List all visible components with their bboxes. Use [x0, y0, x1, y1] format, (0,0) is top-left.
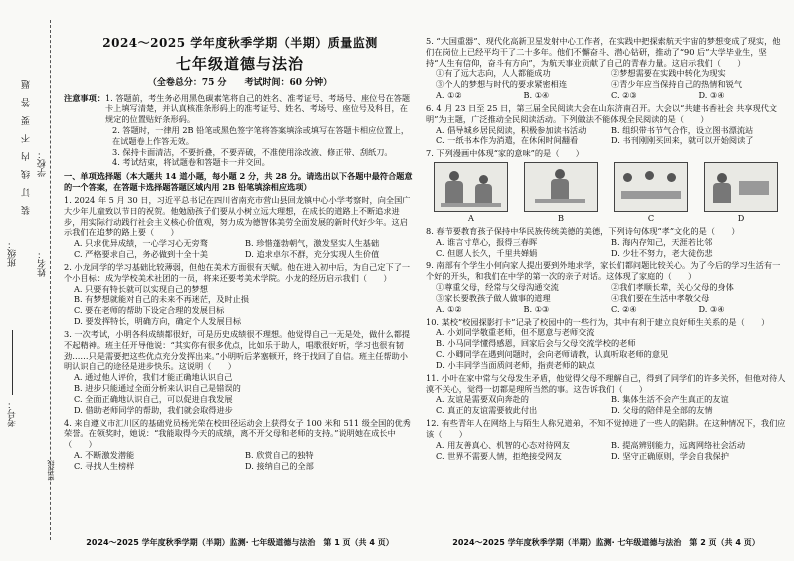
notice-label: 注意事项：: [64, 92, 105, 103]
option-d: D. 书刊刚刚买回来，就可以开始阅读了: [611, 135, 754, 146]
seal-hint: 装 订 线 内 不 要 答 题: [22, 80, 32, 215]
option-b: B. 组织带书节气合作，设立图书漂流站: [611, 124, 754, 135]
option-b: B. 珍惜蓬勃朝气，激发坚实人生基础: [245, 238, 380, 249]
question-5: [426, 36, 786, 101]
cartoon-c-image: [614, 162, 688, 212]
cartoon-label-a: A: [468, 213, 474, 224]
option-b: B. 提高辨别能力，远离网络社会活动: [611, 439, 746, 450]
subject-title: 七年级道德与法治: [175, 54, 304, 73]
question-7: [426, 148, 786, 224]
page-2: [426, 0, 786, 561]
option-a: A. 只求优异成绩，一心学习心无旁骛: [74, 238, 208, 249]
option-c: C. 真正的友谊需要彼此付出: [436, 405, 538, 416]
statement-3: ③个人的梦想与时代的要求紧密相连: [436, 79, 568, 90]
exam-number-line: [12, 330, 13, 395]
option-c: C. 世界不需要人情，拒绝接受网友: [436, 450, 562, 461]
question-10: [426, 317, 786, 371]
option-d: D. 借助老师同学的帮助，我们就会取得进步: [74, 404, 233, 415]
option-a: A. 不断激发潜能: [74, 450, 135, 460]
page-2-footer: 2024～2025 学年度秋季学期（半期）监测· 七年级道德与法治 第 2 页（共 4 页）: [452, 538, 760, 548]
question-stem: 4. 来自遵义市汇川区的基础党员杨光荣在校田径运动会上获得女子 100 米和 511 级全国的优秀荣誉。在领奖时，她说：“我能取得今天的成绩，离不开父母和老师的支持。”说明她在成长中（ ）: [64, 417, 411, 450]
option-a: A. 小刘同学敬重老师，但不愿意与老师交流: [436, 327, 595, 338]
page-1-footer: 2024～2025 学年度秋季学期（半期）监测· 七年级道德与法治 第 1 页（共 4 页）: [86, 538, 394, 548]
option-a: A. 通过他人评价，我们才能正确地认识自己: [74, 372, 233, 383]
statement-4: ④青少年应当保持自己的热情和锐气: [611, 79, 743, 90]
option-b: B. 有梦想就能对自己的未来不再迷茫，及时止损: [74, 294, 249, 305]
question-stem: 2. 小龙同学的学习基础比较薄弱，但他在美术方面很有天赋。他在进入初中后，为自己定下了一个小目标：成为学校美术社团的一员，将来还要考美术学院。小龙的经历启示我们（ ）: [64, 261, 411, 283]
school-label: 学校：: [38, 150, 48, 177]
question-6: [426, 103, 786, 146]
cartoon-d-image: [704, 162, 778, 212]
option-b: B. 欣赏自己的独特: [245, 450, 314, 460]
notice-item-2: 2. 答题时，一律用 2B 铅笔或黑色签字笔将答案填涂或填写在答题卡相应位置上，在试题卷上作答无效。: [112, 124, 410, 146]
notice-item-4: 4. 考试结束，将试题卷和答题卡一并交回。: [112, 157, 270, 168]
statement-3: ③家长要教孩子做人做事的道理: [436, 292, 551, 303]
question-9: [426, 260, 786, 314]
option-a: A. 倡导城乡居民阅读，积极参加读书活动: [436, 124, 587, 135]
option-b: B. 海内存知己，天涯若比邻: [611, 236, 713, 247]
option-d: D. 坚守正确原则，学会自我保护: [611, 450, 729, 461]
option-a: A. 友谊是需要双向奔赴的: [436, 394, 529, 405]
option-c: C. 要在老师的帮助下设定合理的发展目标: [74, 305, 225, 316]
statement-4: ④我们要在生活中孝敬父母: [611, 292, 710, 303]
question-4: [64, 418, 416, 472]
question-stem: 3. 一次考试，小明各科成绩都很好，可是历史成绩很不理想。他觉得自己一无是处，做什么都提不起精神。班主任开导他说：“其实你有很多优点，比如乐于助人，唱歌很好听，学习也很有韧劲……只是需要把这些优点充分发挥出来。”小明听后茅塞顿开，终于找回了自信。班主任帮助小明认识自己的途径是进步快乐。这说明（ ）: [64, 328, 411, 372]
exam-title: 2024～2025 学年度秋季学期（半期）质量监测: [102, 36, 378, 50]
statement-2: ②梦想需要在实践中转化为现实: [611, 68, 726, 79]
question-stem: 5. “大国重器”、现代化高新卫星发射中心工作者，在实践中把探索航天宇宙的梦想变成了现实，他们在岗位上已经平均干了二十多年。他们不懈奋斗、潜心钻研，推动了“90 后”大学毕业生，坚持“人生有信仰，奋斗有方向”，为航天事业贡献了自己的青春力量。这启示我们（ ）: [426, 36, 781, 68]
option-c: C. 一纸书本作为消遣，在休闲时间翻看: [436, 135, 579, 146]
question-stem: 12. 有些青年人在网络上与陌生人称兄道弟，不知不觉掉进了一些人的陷阱。在这种情况下，我们应该（ ）: [426, 418, 786, 439]
section-1-title: 一、单项选择题（本大题共 14 道小题，每小题 2 分，共 28 分。请选出以下各题中最符合题意的一个答案，在答题卡选择题答题区域内用 2B 铅笔填涂相应选项）: [64, 171, 413, 193]
question-stem: 8. 春节要教育孩子保持中华民族传统美德的美德，下列诗句体现“孝”文化的是（ ）: [426, 225, 740, 236]
option-c: C. ②④: [611, 303, 637, 314]
option-d: D. 父母的陪伴是全部的友情: [611, 405, 713, 416]
exam-number-label: 考号：: [8, 400, 18, 427]
question-3: [64, 329, 416, 416]
option-b: B. 进步只能通过全面分析来认识自己是错误的: [74, 383, 241, 394]
question-stem: 7. 下列漫画中体现“家的意味”的是（ ）: [426, 148, 584, 159]
option-c: C. 寻找人生榜样: [74, 460, 135, 471]
option-d: D. ③④: [698, 90, 725, 101]
option-d: D. ③④: [698, 303, 725, 314]
option-a: A. 谁言寸草心，报得三春晖: [436, 236, 538, 247]
option-d: D. 接纳自己的全部: [245, 460, 314, 471]
option-c: C. 但愿人长久，千里共婵娟: [436, 247, 538, 258]
notice-item-1: 1. 答题前，考生务必用黑色碳素笔将自己的姓名、准考证号、考场号、座位号在答题卡上填写清楚，并认真核准条形码上的准考证号、姓名、考场号、座位号及科目，在规定的位置贴好条形码。: [104, 92, 411, 125]
question-8: [426, 226, 786, 258]
notice-block: [64, 93, 416, 169]
cartoon-b-image: [524, 162, 598, 212]
statement-1: ①尊重父母，经常与父母沟通交流: [436, 282, 559, 293]
option-d: D. 追求卓尔不群，充分实现人生价值: [245, 249, 380, 260]
class-label: 班级：: [8, 240, 18, 267]
question-11: [426, 373, 786, 416]
option-b: B. 小马同学懂得感恩，回家后会与父母交流学校的老师: [436, 338, 636, 349]
seal-dashed-line: [50, 20, 51, 540]
cartoon-row: [426, 162, 786, 212]
option-c: C. 小卿同学在遇到问题时，会向老师请教，认真听取老师的意见: [436, 349, 669, 360]
option-b: B. ①④: [523, 90, 550, 101]
question-2: [64, 262, 416, 327]
page-1: [64, 0, 416, 561]
option-a: A. 用友善真心、机智的心态对待网友: [436, 439, 570, 450]
cartoon-label-d: D: [737, 213, 745, 224]
statement-1: ①有了远大志向，人人都能成功: [436, 68, 551, 79]
option-b: B. ①③: [523, 303, 550, 314]
option-a: A. ①②: [436, 90, 462, 101]
question-stem: 1. 2024 年 5 月 30 日，习近平总书记在四川省南充市营山县回龙镇中心小学考察时，向全国广大少年儿童致以节日的祝贺。他勉励孩子们要从小树立远大理想，在成长的道路上不断追求进步，用实际行动践行社会主义核心价值观，努力成为德智体美劳全面发展的新时代好少年。这启示我们在追梦的路上要（ ）: [64, 194, 411, 238]
option-d: D. 少壮不努力，老大徒伤悲: [611, 247, 713, 258]
option-d: D. 要发挥特长，明确方向，确定个人发展目标: [74, 316, 242, 327]
question-1: [64, 195, 416, 260]
option-c: C. ②③: [611, 90, 637, 101]
option-a: A. 只要有特长就可以实现自己的梦想: [74, 283, 208, 294]
question-stem: 6. 4 月 23 日至 25 日，第三届全民阅读大会在山东济南召开。大会以“共建书香社会 共享现代文明”为主题，广泛推动全民阅读活动。下列做法不能体现全民阅读的是（ ）: [426, 102, 778, 124]
exam-meta: （全卷总分：75 分 考试时间：60 分钟）: [147, 77, 333, 88]
question-stem: 9. 南部有个学生小何向家人提出要到外地求学，家长们都问题比较关心。为了今后的学习生活有一个好的开头，和我们在中学的第一次的亲子对话。这体现了家庭的（ ）: [426, 260, 781, 282]
cartoon-label-b: B: [557, 213, 565, 224]
statement-2: ②我们孝顺长辈，关心父母的身体: [611, 282, 734, 293]
question-stem: 11. 小叶在家中常与父母发生矛盾，他觉得父母不理解自己，得到了同学们的许多关怀，但他对待人漠不关心，觉得一切都是理所当然的事。这告诉我们（ ）: [426, 372, 786, 394]
question-stem: 10. 某校“校园探影打卡”记录了校园中的一些行为，其中有利于建立良好师生关系的是（ ）: [426, 316, 770, 327]
option-c: C. 全面正确地认识自己，可以促进自我发展: [74, 393, 233, 404]
option-b: B. 集体生活不会产生真正的友谊: [611, 394, 729, 405]
question-12: [426, 418, 786, 461]
option-d: D. 小丰同学当面质问老师，指责老师的缺点: [436, 359, 595, 370]
option-c: C. 严格要求自己，务必做到十全十美: [74, 249, 208, 260]
cartoon-label-c: C: [647, 213, 655, 224]
notice-item-3: 3. 保持卡面清洁，不要折叠，不要弄破，不准使用涂改液、修正带、刮纸刀。: [112, 146, 393, 157]
binding-margin: [0, 0, 62, 561]
cartoon-a-image: [434, 162, 508, 212]
option-a: A. ①②: [436, 303, 462, 314]
name-label: 姓名：: [38, 250, 48, 277]
seal-line-label: 密封线: [47, 460, 55, 481]
